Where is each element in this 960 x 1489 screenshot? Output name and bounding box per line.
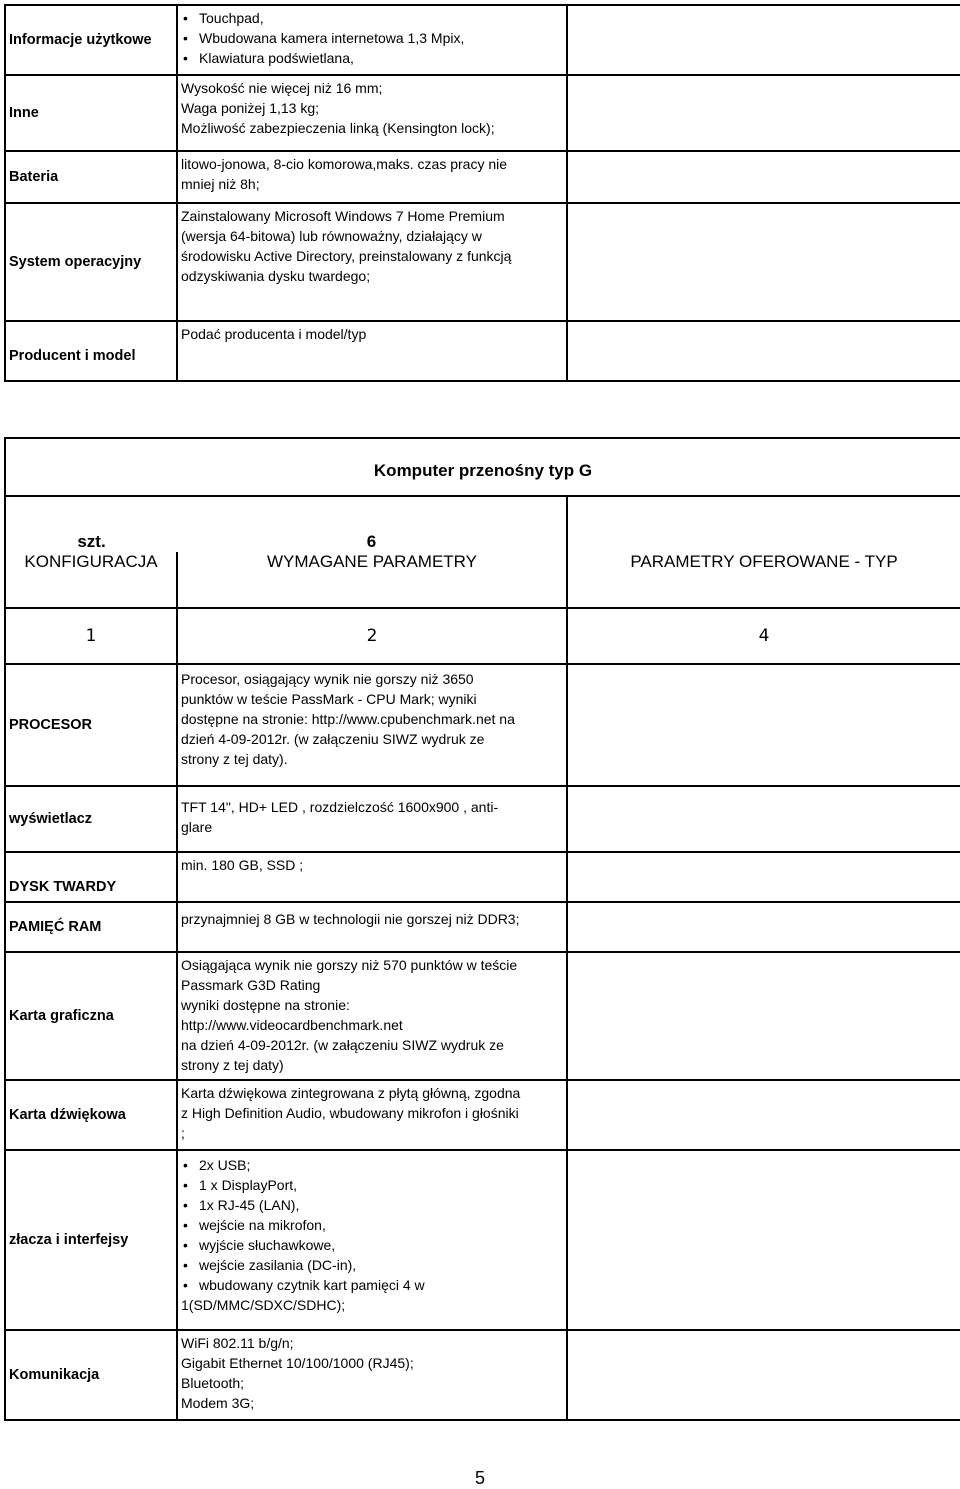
table-row bbox=[5, 902, 960, 952]
column-header: WYMAGANE PARAMETRY bbox=[177, 552, 567, 608]
text-line: dzień 4-09-2012r. (w załączeniu SIWZ wydruk ze bbox=[181, 731, 485, 747]
qty-row bbox=[5, 496, 960, 552]
table-row bbox=[5, 1080, 960, 1150]
bullet-list bbox=[181, 1155, 563, 1295]
offer-cell[interactable] bbox=[567, 5, 960, 75]
main-spec-table bbox=[4, 663, 960, 1421]
table-row bbox=[5, 151, 960, 203]
table-row bbox=[5, 664, 960, 786]
column-number-row bbox=[5, 608, 960, 664]
text-line: 1(SD/MMC/SDXC/SDHC); bbox=[181, 1297, 346, 1313]
text-line: litowo-jonowa, 8-cio komorowa,maks. czas pracy nie bbox=[181, 156, 508, 172]
text-line: Gigabit Ethernet 10/100/1000 (RJ45); bbox=[181, 1355, 414, 1371]
offer-cell[interactable] bbox=[567, 786, 960, 852]
requirement-cell bbox=[177, 1080, 567, 1150]
requirement-cell bbox=[177, 902, 567, 952]
offer-cell[interactable] bbox=[567, 1150, 960, 1330]
text-line: Passmark G3D Rating bbox=[181, 977, 321, 993]
requirement-cell bbox=[177, 1150, 567, 1330]
requirement-cell bbox=[177, 75, 567, 151]
text-line: http://www.videocardbenchmark.net bbox=[181, 1017, 403, 1033]
requirement-cell bbox=[177, 151, 567, 203]
requirement-cell bbox=[177, 852, 567, 902]
text-line: Procesor, osiągający wynik nie gorszy niż 3650 bbox=[181, 671, 474, 687]
offer-cell[interactable] bbox=[567, 1080, 960, 1150]
row-label: PAMIĘĆ RAM bbox=[5, 902, 177, 952]
text-line: strony z tej daty). bbox=[181, 751, 288, 767]
table-row bbox=[5, 1150, 960, 1330]
text-line: Bluetooth; bbox=[181, 1375, 245, 1391]
page-number: 5 bbox=[474, 1468, 485, 1488]
text-line: Podać producenta i model/typ bbox=[181, 326, 367, 342]
text-line: TFT 14", HD+ LED , rozdzielczość 1600x900 , anti- bbox=[181, 799, 499, 815]
row-label: DYSK TWARDY bbox=[5, 852, 177, 902]
text-line: min. 180 GB, SSD ; bbox=[181, 857, 304, 873]
offer-cell[interactable] bbox=[567, 151, 960, 203]
text-line: ; bbox=[181, 1125, 185, 1141]
row-label: Bateria bbox=[5, 151, 177, 203]
text-line: odzyskiwania dysku twardego; bbox=[181, 268, 371, 284]
top-spec-table bbox=[4, 4, 960, 382]
section-title: Komputer przenośny typ G bbox=[5, 438, 960, 496]
offer-cell[interactable] bbox=[567, 952, 960, 1080]
text-line: Osiągająca wynik nie gorszy niż 570 punktów w teście bbox=[181, 957, 518, 973]
table-row bbox=[5, 203, 960, 321]
list-item: • wbudowany czytnik kart pamięci 4 w bbox=[181, 1275, 563, 1295]
list-item: • Touchpad, bbox=[181, 8, 563, 28]
offer-cell[interactable] bbox=[567, 852, 960, 902]
requirement-cell bbox=[177, 664, 567, 786]
text-line: glare bbox=[181, 819, 213, 835]
row-label: wyświetlacz bbox=[5, 786, 177, 852]
column-header: PARAMETRY OFEROWANE - TYP bbox=[567, 552, 960, 608]
text-line: Karta dźwiękowa zintegrowana z płytą główną, zgodna bbox=[181, 1085, 521, 1101]
row-label: PROCESOR bbox=[5, 664, 177, 786]
requirement-cell bbox=[177, 1330, 567, 1420]
column-header: KONFIGURACJA bbox=[5, 552, 177, 608]
table-row bbox=[5, 1330, 960, 1420]
text-line: przynajmniej 8 GB w technologii nie gorszej niż DDR3; bbox=[181, 911, 520, 927]
column-number: 1 bbox=[5, 608, 177, 664]
row-label: System operacyjny bbox=[5, 203, 177, 321]
list-item: • wejście zasilania (DC-in), bbox=[181, 1255, 563, 1275]
requirement-cell bbox=[177, 321, 567, 381]
text-line: Wysokość nie więcej niż 16 mm; bbox=[181, 80, 383, 96]
qty-empty-cell bbox=[567, 496, 960, 552]
list-item: • 1 x DisplayPort, bbox=[181, 1175, 563, 1195]
row-label: złacza i interfejsy bbox=[5, 1150, 177, 1330]
column-header-row bbox=[5, 552, 960, 608]
qty-label: szt. bbox=[5, 496, 177, 552]
column-number: 4 bbox=[567, 608, 960, 664]
section-header-table bbox=[4, 437, 960, 665]
list-item: • Wbudowana kamera internetowa 1,3 Mpix, bbox=[181, 28, 563, 48]
row-label: Karta dźwiękowa bbox=[5, 1080, 177, 1150]
column-number: 2 bbox=[177, 608, 567, 664]
table-row bbox=[5, 321, 960, 381]
text-line: Możliwość zabezpieczenia linką (Kensington lock); bbox=[181, 120, 495, 136]
list-item: • 2x USB; bbox=[181, 1155, 563, 1175]
offer-cell[interactable] bbox=[567, 902, 960, 952]
table-row bbox=[5, 786, 960, 852]
text-line: na dzień 4-09-2012r. (w załączeniu SIWZ wydruk ze bbox=[181, 1037, 504, 1053]
text-line: dostępne na stronie: http://www.cpubenchmark.net na bbox=[181, 711, 515, 727]
table-row bbox=[5, 952, 960, 1080]
offer-cell[interactable] bbox=[567, 321, 960, 381]
row-label: Producent i model bbox=[5, 321, 177, 381]
list-item: • Klawiatura podświetlana, bbox=[181, 48, 563, 68]
list-item: • 1x RJ-45 (LAN), bbox=[181, 1195, 563, 1215]
text-line: (wersja 64-bitowa) lub równoważny, działający w bbox=[181, 228, 482, 244]
bullet-list bbox=[181, 8, 563, 68]
list-item: • wejście na mikrofon, bbox=[181, 1215, 563, 1235]
row-label: Karta graficzna bbox=[5, 952, 177, 1080]
list-item: • wyjście słuchawkowe, bbox=[181, 1235, 563, 1255]
text-line: Zainstalowany Microsoft Windows 7 Home Premium bbox=[181, 208, 505, 224]
text-line: mniej niż 8h; bbox=[181, 176, 260, 192]
text-line: z High Definition Audio, wbudowany mikrofon i głośniki bbox=[181, 1105, 519, 1121]
offer-cell[interactable] bbox=[567, 75, 960, 151]
text-line: Modem 3G; bbox=[181, 1395, 255, 1411]
row-label: Komunikacja bbox=[5, 1330, 177, 1420]
text-line: punktów w teście PassMark - CPU Mark; wyniki bbox=[181, 691, 477, 707]
table-row bbox=[5, 852, 960, 902]
requirement-cell bbox=[177, 786, 567, 852]
requirement-cell bbox=[177, 952, 567, 1080]
row-label: Informacje użytkowe bbox=[5, 5, 177, 75]
title-row bbox=[5, 438, 960, 496]
qty-value: 6 bbox=[366, 532, 377, 551]
text-line: wyniki dostępne na stronie: bbox=[181, 997, 350, 1013]
table-row bbox=[5, 5, 960, 75]
offer-cell[interactable] bbox=[567, 203, 960, 321]
row-label: Inne bbox=[5, 75, 177, 151]
offer-cell[interactable] bbox=[567, 664, 960, 786]
text-line: strony z tej daty) bbox=[181, 1057, 284, 1073]
text-line: Waga poniżej 1,13 kg; bbox=[181, 100, 320, 116]
offer-cell[interactable] bbox=[567, 1330, 960, 1420]
requirement-cell bbox=[177, 5, 567, 75]
text-line: środowisku Active Directory, preinstalowany z funkcją bbox=[181, 248, 512, 264]
requirement-cell bbox=[177, 203, 567, 321]
text-line: WiFi 802.11 b/g/n; bbox=[181, 1335, 294, 1351]
table-row bbox=[5, 75, 960, 151]
